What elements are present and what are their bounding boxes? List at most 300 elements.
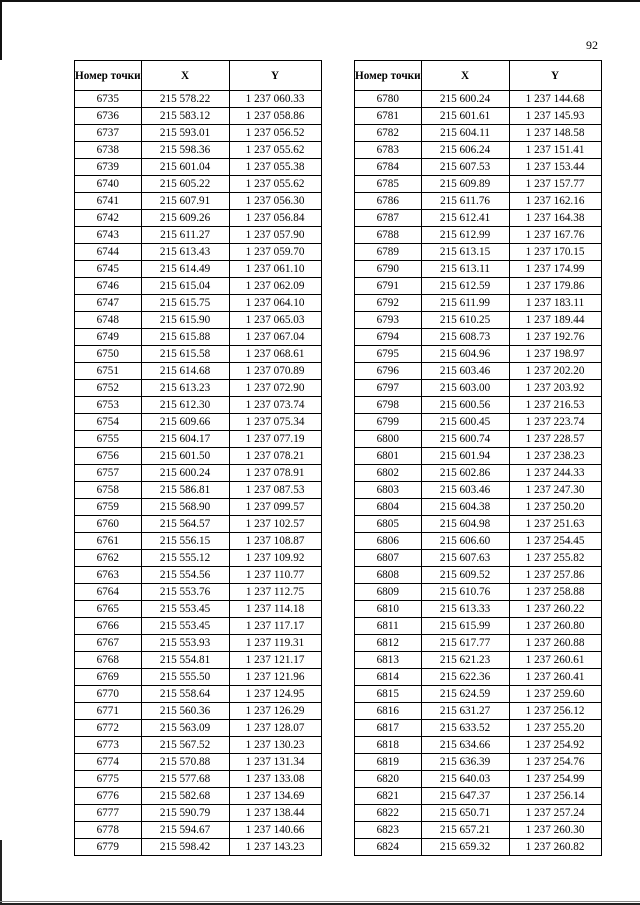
point-number-cell: 6776 [75,788,142,805]
table-row [75,567,322,584]
point-number-cell: 6737 [75,125,142,142]
point-number-cell: 6791 [355,278,422,295]
table-row [75,754,322,771]
x-coordinate-cell: 215 634.66 [421,737,509,754]
y-coordinate-cell: 1 237 202.20 [509,363,601,380]
x-coordinate-cell: 215 615.58 [141,346,229,363]
scan-edge-left [0,0,2,60]
point-number-cell: 6802 [355,465,422,482]
x-coordinate-cell: 215 659.32 [421,839,509,856]
x-coordinate-cell: 215 594.67 [141,822,229,839]
point-number-cell: 6783 [355,142,422,159]
table-row [75,91,322,108]
x-coordinate-cell: 215 612.41 [421,210,509,227]
y-coordinate-cell: 1 237 055.62 [229,176,321,193]
point-number-cell: 6809 [355,584,422,601]
x-coordinate-cell: 215 567.52 [141,737,229,754]
table-row [355,533,602,550]
table-row [355,839,602,856]
table-header-row [355,61,602,91]
x-coordinate-cell: 215 611.27 [141,227,229,244]
point-number-cell: 6805 [355,516,422,533]
x-coordinate-cell: 215 601.04 [141,159,229,176]
point-number-cell: 6793 [355,312,422,329]
table-row [355,550,602,567]
y-coordinate-cell: 1 237 162.16 [509,193,601,210]
y-coordinate-cell: 1 237 121.96 [229,669,321,686]
table-row [355,108,602,125]
table-row [355,516,602,533]
y-coordinate-cell: 1 237 055.38 [229,159,321,176]
point-number-cell: 6751 [75,363,142,380]
table-row [75,822,322,839]
x-coordinate-cell: 215 617.77 [421,635,509,652]
y-coordinate-cell: 1 237 130.23 [229,737,321,754]
point-number-cell: 6803 [355,482,422,499]
x-coordinate-cell: 215 609.89 [421,176,509,193]
x-coordinate-cell: 215 604.38 [421,499,509,516]
y-coordinate-cell: 1 237 060.33 [229,91,321,108]
y-coordinate-cell: 1 237 183.11 [509,295,601,312]
point-number-cell: 6777 [75,805,142,822]
y-coordinate-cell: 1 237 251.63 [509,516,601,533]
x-coordinate-cell: 215 564.57 [141,516,229,533]
x-coordinate-cell: 215 610.76 [421,584,509,601]
table-row [355,329,602,346]
point-number-cell: 6792 [355,295,422,312]
y-coordinate-cell: 1 237 102.57 [229,516,321,533]
y-coordinate-cell: 1 237 260.30 [509,822,601,839]
table-row [355,176,602,193]
point-number-cell: 6799 [355,414,422,431]
point-number-cell: 6745 [75,261,142,278]
y-coordinate-cell: 1 237 189.44 [509,312,601,329]
table-row [355,465,602,482]
x-coordinate-cell: 215 556.15 [141,533,229,550]
x-coordinate-cell: 215 647.37 [421,788,509,805]
point-number-cell: 6749 [75,329,142,346]
table-row [355,295,602,312]
table-row [75,176,322,193]
point-number-cell: 6787 [355,210,422,227]
y-coordinate-cell: 1 237 131.34 [229,754,321,771]
table-row [75,210,322,227]
point-number-cell: 6778 [75,822,142,839]
x-coordinate-cell: 215 554.56 [141,567,229,584]
table-row [355,431,602,448]
table-row [355,669,602,686]
table-row [75,652,322,669]
y-coordinate-cell: 1 237 254.76 [509,754,601,771]
y-coordinate-cell: 1 237 256.14 [509,788,601,805]
header-point-number: Номер точки [355,61,422,91]
table-row [75,720,322,737]
x-coordinate-cell: 215 610.25 [421,312,509,329]
y-coordinate-cell: 1 237 077.19 [229,431,321,448]
y-coordinate-cell: 1 237 145.93 [509,108,601,125]
x-coordinate-cell: 215 604.98 [421,516,509,533]
y-coordinate-cell: 1 237 068.61 [229,346,321,363]
y-coordinate-cell: 1 237 153.44 [509,159,601,176]
point-number-cell: 6753 [75,397,142,414]
y-coordinate-cell: 1 237 260.82 [509,839,601,856]
x-coordinate-cell: 215 600.56 [421,397,509,414]
x-coordinate-cell: 215 601.50 [141,448,229,465]
x-coordinate-cell: 215 613.43 [141,244,229,261]
point-number-cell: 6750 [75,346,142,363]
table-row [355,261,602,278]
table-row [75,125,322,142]
scan-edge-bottom [0,901,640,902]
table-row [355,737,602,754]
x-coordinate-cell: 215 603.46 [421,482,509,499]
table-row [75,465,322,482]
point-number-cell: 6767 [75,635,142,652]
x-coordinate-cell: 215 613.33 [421,601,509,618]
point-number-cell: 6741 [75,193,142,210]
point-number-cell: 6784 [355,159,422,176]
x-coordinate-cell: 215 607.91 [141,193,229,210]
y-coordinate-cell: 1 237 255.82 [509,550,601,567]
y-coordinate-cell: 1 237 099.57 [229,499,321,516]
x-coordinate-cell: 215 602.86 [421,465,509,482]
table-row [75,261,322,278]
x-coordinate-cell: 215 598.36 [141,142,229,159]
point-number-cell: 6811 [355,618,422,635]
point-number-cell: 6764 [75,584,142,601]
y-coordinate-cell: 1 237 258.88 [509,584,601,601]
point-number-cell: 6779 [75,839,142,856]
y-coordinate-cell: 1 237 065.03 [229,312,321,329]
y-coordinate-cell: 1 237 108.87 [229,533,321,550]
y-coordinate-cell: 1 237 075.34 [229,414,321,431]
y-coordinate-cell: 1 237 059.70 [229,244,321,261]
x-coordinate-cell: 215 612.99 [421,227,509,244]
x-coordinate-cell: 215 603.00 [421,380,509,397]
table-body-right [355,91,602,856]
table-row [75,397,322,414]
table-row [355,754,602,771]
x-coordinate-cell: 215 555.50 [141,669,229,686]
table-row [355,635,602,652]
point-number-cell: 6758 [75,482,142,499]
table-row [75,431,322,448]
point-number-cell: 6818 [355,737,422,754]
x-coordinate-cell: 215 598.42 [141,839,229,856]
point-number-cell: 6820 [355,771,422,788]
y-coordinate-cell: 1 237 157.77 [509,176,601,193]
point-number-cell: 6812 [355,635,422,652]
y-coordinate-cell: 1 237 055.62 [229,142,321,159]
table-row [75,227,322,244]
x-coordinate-cell: 215 593.01 [141,125,229,142]
x-coordinate-cell: 215 614.68 [141,363,229,380]
x-coordinate-cell: 215 601.61 [421,108,509,125]
point-number-cell: 6752 [75,380,142,397]
x-coordinate-cell: 215 558.64 [141,686,229,703]
table-row [75,448,322,465]
x-coordinate-cell: 215 615.75 [141,295,229,312]
x-coordinate-cell: 215 586.81 [141,482,229,499]
y-coordinate-cell: 1 237 124.95 [229,686,321,703]
point-number-cell: 6788 [355,227,422,244]
y-coordinate-cell: 1 237 078.91 [229,465,321,482]
point-number-cell: 6815 [355,686,422,703]
table-row [355,482,602,499]
point-number-cell: 6824 [355,839,422,856]
point-number-cell: 6769 [75,669,142,686]
table-header-row [75,61,322,91]
table-row [75,516,322,533]
table-row [355,686,602,703]
point-number-cell: 6781 [355,108,422,125]
table-row [355,210,602,227]
table-row [355,227,602,244]
x-coordinate-cell: 215 590.79 [141,805,229,822]
table-row [75,635,322,652]
header-x: X [141,61,229,91]
x-coordinate-cell: 215 606.24 [421,142,509,159]
point-number-cell: 6810 [355,601,422,618]
point-number-cell: 6807 [355,550,422,567]
table-row [355,771,602,788]
table-row [75,584,322,601]
table-row [75,839,322,856]
point-number-cell: 6806 [355,533,422,550]
y-coordinate-cell: 1 237 110.77 [229,567,321,584]
y-coordinate-cell: 1 237 138.44 [229,805,321,822]
point-number-cell: 6819 [355,754,422,771]
x-coordinate-cell: 215 621.23 [421,652,509,669]
x-coordinate-cell: 215 640.03 [421,771,509,788]
x-coordinate-cell: 215 553.45 [141,601,229,618]
point-number-cell: 6748 [75,312,142,329]
table-row [355,805,602,822]
x-coordinate-cell: 215 554.81 [141,652,229,669]
y-coordinate-cell: 1 237 072.90 [229,380,321,397]
point-number-cell: 6822 [355,805,422,822]
point-number-cell: 6773 [75,737,142,754]
table-row [355,363,602,380]
x-coordinate-cell: 215 600.24 [141,465,229,482]
y-coordinate-cell: 1 237 174.99 [509,261,601,278]
table-row [75,550,322,567]
y-coordinate-cell: 1 237 070.89 [229,363,321,380]
table-row [75,737,322,754]
x-coordinate-cell: 215 613.23 [141,380,229,397]
point-number-cell: 6823 [355,822,422,839]
y-coordinate-cell: 1 237 179.86 [509,278,601,295]
point-number-cell: 6760 [75,516,142,533]
x-coordinate-cell: 215 611.99 [421,295,509,312]
table-row [355,618,602,635]
y-coordinate-cell: 1 237 121.17 [229,652,321,669]
y-coordinate-cell: 1 237 057.90 [229,227,321,244]
y-coordinate-cell: 1 237 134.69 [229,788,321,805]
table-row [75,482,322,499]
table-row [75,244,322,261]
point-number-cell: 6786 [355,193,422,210]
table-row [75,686,322,703]
point-number-cell: 6747 [75,295,142,312]
x-coordinate-cell: 215 657.21 [421,822,509,839]
point-number-cell: 6754 [75,414,142,431]
table-row [75,278,322,295]
table-row [75,788,322,805]
point-number-cell: 6739 [75,159,142,176]
y-coordinate-cell: 1 237 056.84 [229,210,321,227]
header-x: X [421,61,509,91]
table-row [355,652,602,669]
y-coordinate-cell: 1 237 119.31 [229,635,321,652]
table-row [355,788,602,805]
y-coordinate-cell: 1 237 255.20 [509,720,601,737]
x-coordinate-cell: 215 615.04 [141,278,229,295]
point-number-cell: 6775 [75,771,142,788]
x-coordinate-cell: 215 608.73 [421,329,509,346]
y-coordinate-cell: 1 237 260.88 [509,635,601,652]
point-number-cell: 6780 [355,91,422,108]
point-number-cell: 6808 [355,567,422,584]
y-coordinate-cell: 1 237 254.99 [509,771,601,788]
x-coordinate-cell: 215 607.53 [421,159,509,176]
x-coordinate-cell: 215 600.24 [421,91,509,108]
y-coordinate-cell: 1 237 203.92 [509,380,601,397]
table-row [75,533,322,550]
table-row [355,91,602,108]
table-row [75,380,322,397]
y-coordinate-cell: 1 237 260.80 [509,618,601,635]
y-coordinate-cell: 1 237 078.21 [229,448,321,465]
x-coordinate-cell: 215 553.93 [141,635,229,652]
y-coordinate-cell: 1 237 170.15 [509,244,601,261]
point-number-cell: 6816 [355,703,422,720]
x-coordinate-cell: 215 609.66 [141,414,229,431]
x-coordinate-cell: 215 612.59 [421,278,509,295]
table-row [75,295,322,312]
header-point-number: Номер точки [75,61,142,91]
y-coordinate-cell: 1 237 254.45 [509,533,601,550]
point-number-cell: 6736 [75,108,142,125]
table-row [75,159,322,176]
point-number-cell: 6785 [355,176,422,193]
x-coordinate-cell: 215 609.52 [421,567,509,584]
point-number-cell: 6740 [75,176,142,193]
y-coordinate-cell: 1 237 058.86 [229,108,321,125]
point-number-cell: 6821 [355,788,422,805]
point-number-cell: 6771 [75,703,142,720]
x-coordinate-cell: 215 615.99 [421,618,509,635]
y-coordinate-cell: 1 237 259.60 [509,686,601,703]
y-coordinate-cell: 1 237 198.97 [509,346,601,363]
point-number-cell: 6765 [75,601,142,618]
header-y: Y [229,61,321,91]
point-number-cell: 6797 [355,380,422,397]
x-coordinate-cell: 215 631.27 [421,703,509,720]
x-coordinate-cell: 215 604.96 [421,346,509,363]
x-coordinate-cell: 215 633.52 [421,720,509,737]
point-number-cell: 6742 [75,210,142,227]
table-row [355,193,602,210]
point-number-cell: 6755 [75,431,142,448]
table-row [75,618,322,635]
y-coordinate-cell: 1 237 167.76 [509,227,601,244]
x-coordinate-cell: 215 570.88 [141,754,229,771]
point-number-cell: 6798 [355,397,422,414]
x-coordinate-cell: 215 563.09 [141,720,229,737]
y-coordinate-cell: 1 237 056.30 [229,193,321,210]
table-row [355,720,602,737]
y-coordinate-cell: 1 237 109.92 [229,550,321,567]
y-coordinate-cell: 1 237 256.12 [509,703,601,720]
point-number-cell: 6768 [75,652,142,669]
table-row [75,601,322,618]
y-coordinate-cell: 1 237 126.29 [229,703,321,720]
x-coordinate-cell: 215 568.90 [141,499,229,516]
point-number-cell: 6794 [355,329,422,346]
y-coordinate-cell: 1 237 061.10 [229,261,321,278]
y-coordinate-cell: 1 237 223.74 [509,414,601,431]
point-number-cell: 6814 [355,669,422,686]
y-coordinate-cell: 1 237 148.58 [509,125,601,142]
page-number: 92 [586,38,598,52]
table-row [355,312,602,329]
point-number-cell: 6817 [355,720,422,737]
header-y: Y [509,61,601,91]
x-coordinate-cell: 215 614.49 [141,261,229,278]
point-number-cell: 6770 [75,686,142,703]
table-row [355,244,602,261]
y-coordinate-cell: 1 237 087.53 [229,482,321,499]
table-body-left [75,91,322,856]
table-row [355,380,602,397]
y-coordinate-cell: 1 237 257.24 [509,805,601,822]
y-coordinate-cell: 1 237 133.08 [229,771,321,788]
y-coordinate-cell: 1 237 144.68 [509,91,601,108]
x-coordinate-cell: 215 607.63 [421,550,509,567]
y-coordinate-cell: 1 237 151.41 [509,142,601,159]
y-coordinate-cell: 1 237 192.76 [509,329,601,346]
point-number-cell: 6738 [75,142,142,159]
table-row [355,584,602,601]
table-row [75,312,322,329]
x-coordinate-cell: 215 650.71 [421,805,509,822]
point-number-cell: 6789 [355,244,422,261]
x-coordinate-cell: 215 604.17 [141,431,229,448]
point-number-cell: 6759 [75,499,142,516]
point-number-cell: 6790 [355,261,422,278]
x-coordinate-cell: 215 606.60 [421,533,509,550]
x-coordinate-cell: 215 605.22 [141,176,229,193]
point-number-cell: 6743 [75,227,142,244]
y-coordinate-cell: 1 237 064.10 [229,295,321,312]
table-row [75,346,322,363]
point-number-cell: 6763 [75,567,142,584]
y-coordinate-cell: 1 237 257.86 [509,567,601,584]
x-coordinate-cell: 215 615.90 [141,312,229,329]
table-row [355,125,602,142]
x-coordinate-cell: 215 583.12 [141,108,229,125]
table-row [355,414,602,431]
x-coordinate-cell: 215 601.94 [421,448,509,465]
point-number-cell: 6804 [355,499,422,516]
y-coordinate-cell: 1 237 260.61 [509,652,601,669]
y-coordinate-cell: 1 237 073.74 [229,397,321,414]
y-coordinate-cell: 1 237 117.17 [229,618,321,635]
x-coordinate-cell: 215 560.36 [141,703,229,720]
table-row [75,669,322,686]
coordinates-table-left [74,60,322,856]
